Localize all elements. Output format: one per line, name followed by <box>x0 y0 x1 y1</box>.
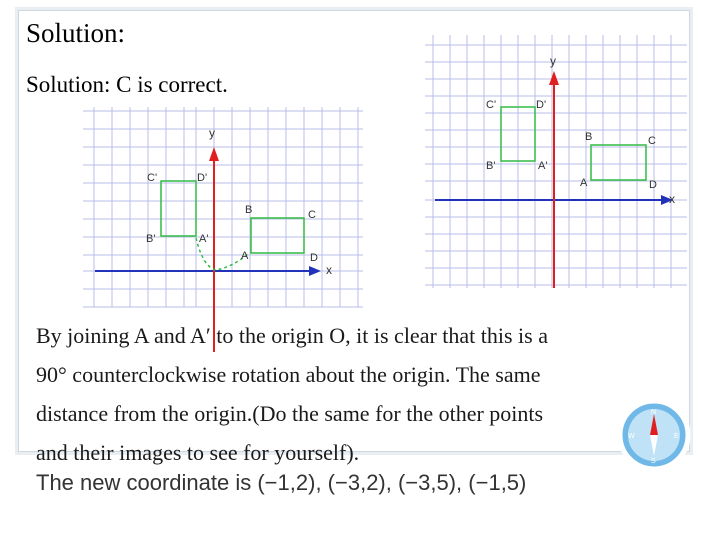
explanation-text <box>36 316 701 472</box>
explanation-line: 90° counterclockwise rotation about the origin. The same <box>36 362 541 387</box>
point-label-a: A <box>241 250 249 262</box>
slide-title: Solution: <box>26 18 126 48</box>
compass-icon[interactable] <box>606 400 706 470</box>
point-label-c: C <box>648 135 656 147</box>
point-label-d-prime: D' <box>197 172 208 184</box>
point-label-a-prime: A' <box>199 233 209 245</box>
y-axis-label: y <box>209 126 215 140</box>
compass-n: N <box>651 409 657 416</box>
coordinates-label: The new coordinate is <box>36 470 252 495</box>
coordinates-values: (−1,2), (−3,2), (−3,5), (−1,5) <box>257 470 527 495</box>
point-label-c: C <box>308 209 316 221</box>
point-label-a-prime: A' <box>538 160 548 172</box>
explanation-line: By joining A and A′ to the origin O, it is clear that this is a <box>36 323 548 348</box>
rectangle-original <box>251 218 304 253</box>
x-axis-label: x <box>326 263 332 277</box>
x-axis-label: x <box>669 192 675 206</box>
point-label-d: D <box>649 179 657 191</box>
point-label-a: A <box>580 177 588 189</box>
compass-w: W <box>628 433 635 440</box>
solution-answer: Solution: C is correct. <box>26 72 228 97</box>
rectangle-original <box>591 145 646 180</box>
coordinate-graph-right <box>425 35 687 288</box>
point-label-b: B <box>585 131 593 143</box>
point-label-b-prime: B' <box>486 160 496 172</box>
y-axis-arrow <box>549 71 559 85</box>
point-label-b: B <box>245 204 253 216</box>
point-label-d: D <box>310 252 318 264</box>
new-coordinates <box>36 470 526 496</box>
grid-lines <box>425 35 687 288</box>
x-axis-arrow <box>309 266 321 276</box>
explanation-line: and their images to see for yourself). <box>36 440 360 465</box>
y-axis-label: y <box>550 54 556 68</box>
point-label-b-prime: B' <box>146 233 156 245</box>
grid-lines <box>83 107 363 307</box>
compass-s: S <box>651 458 656 465</box>
point-label-c-prime: C' <box>486 99 497 111</box>
point-label-c-prime: C' <box>147 172 158 184</box>
point-label-d-prime: D' <box>536 99 547 111</box>
compass-e: E <box>674 433 679 440</box>
y-axis-arrow <box>209 147 219 161</box>
explanation-line: distance from the origin.(Do the same for the other points <box>36 401 544 426</box>
